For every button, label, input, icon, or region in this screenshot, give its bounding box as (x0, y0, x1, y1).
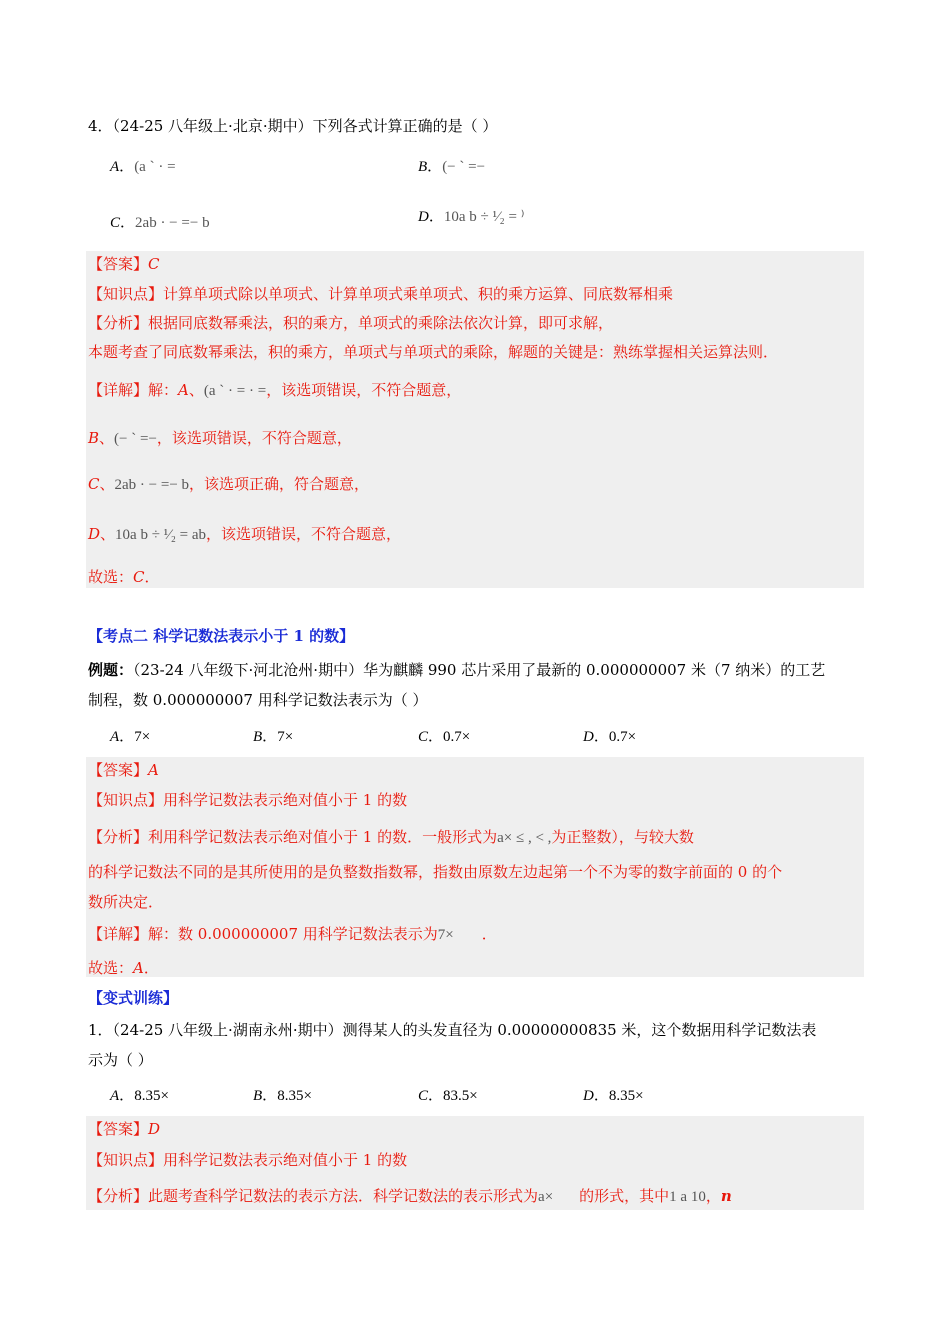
question-number: 4． (88, 117, 113, 135)
option-c: C．2ab · − =− b (110, 213, 210, 231)
example-stem-continued: 制程，数 0.000000007 用科学记数法表示为（ ） (88, 691, 428, 709)
knowledge-point: 【知识点】用科学记数法表示绝对值小于 1 的数 (88, 791, 408, 809)
conclusion: 故选：A． (88, 959, 159, 977)
option-b: B．8.35× (253, 1086, 312, 1104)
option-d: D．8.35× (583, 1086, 644, 1104)
knowledge-point: 【知识点】计算单项式除以单项式、计算单项式乘单项式、积的乘方运算、同底数幂相乘 (88, 285, 674, 303)
question-4-stem (88, 116, 497, 136)
analysis-continued: 的科学记数法不同的是其所使用的是负整数指数幂，指数由原数左边起第一个不为零的数字前面的 0 的个 (88, 863, 783, 881)
math-expression: (a ˋ · = (134, 159, 176, 175)
analysis: 【分析】利用科学记数法表示绝对值小于 1 的数．一般形式为a× ≤ , < ,为正整数），与较大数 (88, 828, 694, 846)
conclusion: 故选：C． (88, 568, 160, 586)
option-a: A．8.35× (110, 1086, 169, 1104)
math-expression: 10a b ÷ ¹⁄₂ = ⁾ (443, 209, 525, 225)
option-a: A．7× (110, 727, 151, 745)
section-title: 【考点二 科学记数法表示小于 1 的数】 (88, 627, 355, 645)
math-expression: 2ab · − =− b (135, 215, 210, 231)
detail-intro: 【详解】解：A、(a ˋ · = · =，该选项错误，不符合题意， (88, 381, 462, 399)
analysis-continued: 数所决定． (88, 893, 164, 911)
section-title: 【变式训练】 (88, 989, 179, 1007)
option-c: C．83.5× (418, 1086, 478, 1104)
math-expression: (− ˋ =− (114, 431, 157, 447)
variant-q1-stem-continued: 示为（ ） (88, 1051, 153, 1069)
math-expression: 10a b ÷ ¹⁄₂ = ab (115, 527, 207, 543)
option-b: B．7× (253, 727, 294, 745)
answer-line: 【答案】A (88, 761, 159, 779)
math-expression: (− ˋ =− (442, 159, 486, 175)
answer-line: 【答案】C (88, 255, 160, 273)
option-c: C．0.7× (418, 727, 471, 745)
math-expression: (a ˋ · = · = (203, 383, 267, 399)
example-stem: 例题：（23-24 八年级下·河北沧州·期中）华为麒麟 990 芯片采用了最新的 0.000000007 米（7 纳米）的工艺 (88, 661, 826, 679)
answer-value: C (148, 255, 160, 273)
knowledge-point: 【知识点】用科学记数法表示绝对值小于 1 的数 (88, 1151, 408, 1169)
option-d: D．10a b ÷ ¹⁄₂ = ⁾ (418, 207, 525, 225)
option-b: B．(− ˋ =− (418, 157, 486, 175)
math-expression: 2ab · − =− b (114, 477, 190, 493)
answer-line: 【答案】D (88, 1120, 161, 1138)
question-text: 下列各式计算正确的是（ ） (312, 117, 498, 135)
variant-q1-stem: 1．（24-25 八年级上·湖南永州·期中）测得某人的头发直径为 0.00000000835 米，这个数据用科学记数法表 (88, 1021, 817, 1039)
detail-b: B、(− ˋ =−，该选项错误，不符合题意， (88, 429, 352, 447)
detail: 【详解】解：数 0.000000007 用科学记数法表示为7× ． (88, 925, 497, 943)
detail-c: C、2ab · − =− b，该选项正确，符合题意， (88, 475, 370, 493)
option-a: A．(a ˋ · = (110, 157, 176, 175)
detail-d: D、10a b ÷ ¹⁄₂ = ab，该选项错误，不符合题意， (88, 525, 402, 543)
analysis-continued: 本题考查了同底数幂乘法，积的乘方，单项式与单项式的乘除，解题的关键是：熟练掌握相关运算法则． (88, 343, 779, 361)
question-source: （24-25 八年级上·北京·期中） (112, 117, 313, 135)
analysis: 【分析】此题考查科学记数法的表示方法．科学记数法的表示形式为a× 的形式，其中1 a 10，n (88, 1187, 732, 1205)
analysis: 【分析】根据同底数幂乘法，积的乘方，单项式的乘除法依次计算，即可求解， (88, 314, 614, 332)
option-d: D．0.7× (583, 727, 637, 745)
